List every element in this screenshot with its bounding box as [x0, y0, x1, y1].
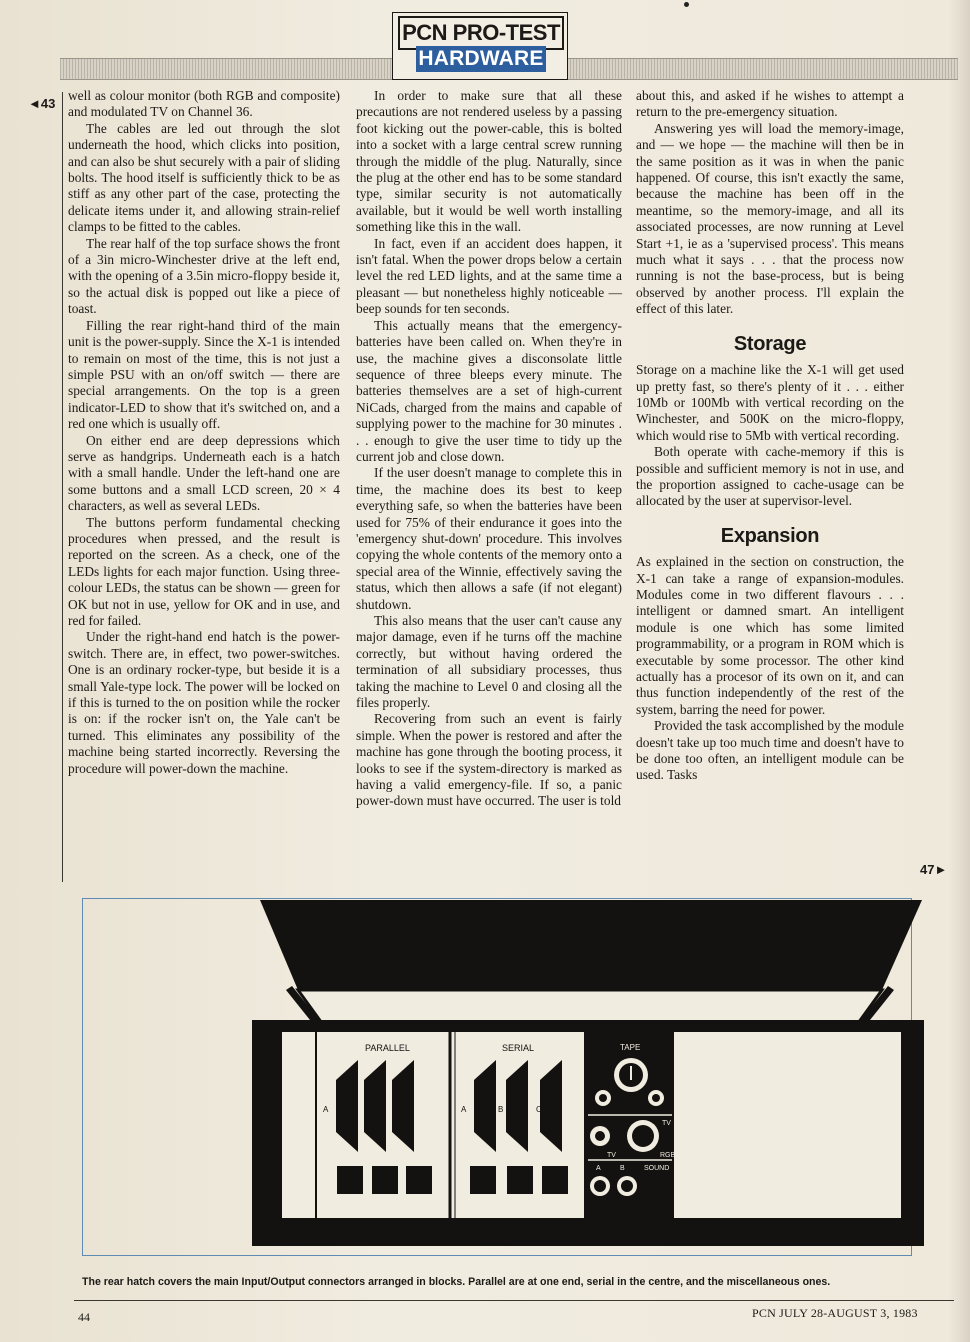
- label-tape: TAPE: [620, 1043, 641, 1052]
- label-a: A: [461, 1105, 467, 1114]
- paragraph: As explained in the section on construction, the X-1 can take a range of expansion-modules. Modules come in two different flavours . . . intelligent or damned smart. An intelligent module is one which has some limited programmability, or a program in ROM which is executable by some processor. The other kind actually has a procesor of its own on it, and can thus function independently of the rest of the system, barring the need for power.: [636, 554, 904, 717]
- figure-caption: The rear hatch covers the main Input/Output connectors arranged in blocks. Parallel are at one end, serial in the centre, and the miscellaneous ones.: [82, 1276, 831, 1288]
- serial-port-b: [507, 1166, 533, 1194]
- paragraph: Provided the task accomplished by the module doesn't take up too much time and doesn't have to be done too often, an intelligent module can be used. Tasks: [636, 718, 904, 783]
- parallel-port-a: [337, 1166, 363, 1194]
- label-b: B: [498, 1105, 504, 1114]
- label-tv: TV: [607, 1152, 616, 1159]
- paragraph: Storage on a machine like the X-1 will get used up pretty fast, so there's plenty of it . . . either 10Mb or 100Mb with vertical recording on the Winchester, and 500K on the micro-floppy, which would rise to 5Mb with vertical recording.: [636, 362, 904, 443]
- label-serial: SERIAL: [502, 1043, 535, 1053]
- tape-jack-left: [599, 1094, 607, 1102]
- label-b: B: [366, 1105, 372, 1114]
- footer-rule: [74, 1300, 954, 1301]
- page-number: 44: [78, 1310, 90, 1324]
- paragraph: On either end are deep depressions which serve as handgrips. Underneath each is a hatch with a small handle. Under the left-hand one are some buttons and a small LCD screen, 20 × 4 characters, as well as several LEDs.: [68, 432, 340, 514]
- paragraph: The rear half of the top surface shows the front of a 3in micro-Winchester drive at the left end, with the opening of a 3.5in micro-floppy beside it, so the actual disk is popped out like a piece of toast.: [68, 235, 340, 317]
- continued-to-ref: 47►: [920, 862, 948, 877]
- label-sound: SOUND: [644, 1165, 670, 1172]
- storage-heading: Storage: [733, 332, 807, 355]
- tv-socket: [595, 1131, 605, 1141]
- rgb-din-inner: [632, 1125, 654, 1147]
- label-c: C: [401, 1105, 407, 1114]
- label-rgb: RGB: [660, 1152, 676, 1159]
- parallel-port-c: [406, 1166, 432, 1194]
- paragraph: The cables are led out through the slot underneath the hood, which clicks into position, and can also be shut securely with a pair of sliding bolts. The hood itself is sufficiently thick to be as stiff as any other part of the case, protecting the delicate items under it, and allowing strain-relief clamps to be fitted to the cables.: [68, 120, 340, 235]
- expansion-heading: Expansion: [720, 524, 820, 547]
- continued-from-ref: ◄43: [28, 96, 56, 111]
- label-sound-b: B: [620, 1165, 625, 1172]
- label-c: C: [536, 1105, 542, 1114]
- label-sound-a: A: [596, 1165, 601, 1172]
- label-a: A: [323, 1105, 329, 1114]
- paragraph: In order to make sure that all these precautions are not rendered useless by a passing foot kicking out the power-cable, this is bolted into a socket with a large central screw running through the middle of the plug. Naturally, since the plug at the other end has to be some standard type, similar security is not automatically available, but it would be well worth installing something like this in the wall.: [356, 88, 622, 235]
- publication-dateline: PCN JULY 28-AUGUST 3, 1983: [752, 1306, 918, 1320]
- label-tv-2: TV: [662, 1120, 671, 1127]
- paragraph: Under the right-hand end hatch is the power-switch. There are, in effect, two power-switches. One is an ordinary rocker-type, but beside it is a small Yale-type lock. The power will be locked on if this is turned to the on position while the rocker is on: if the rocker isn't on, the Yale can't be turned. This eliminates any possibility of the machine being started incorrectly. Reversing the procedure will power-down the machine.: [68, 629, 340, 776]
- paragraph: Answering yes will load the memory-image, and — we hope — the machine will then be in the same position as it was in when the panic happened. Of course, this isn't exactly the same, because the machine has been off in the meantime, so the memory-image, and all its associated processes, are now running at Level Start +1, ie as a 'supervised process'. This means much what it says . . . that the process now running is not the base-process, but is being observed by another process. I'll explain the effect of this later.: [636, 120, 904, 317]
- paragraph: Both operate with cache-memory if this is possible and sufficient memory is not in use, and the proportion assigned to cache-usage can be allocated by the user at supervisor-level.: [636, 444, 904, 509]
- section-title: PCN PRO-TEST: [398, 16, 564, 50]
- section-subtitle: HARDWARE: [416, 46, 546, 72]
- label-parallel: PARALLEL: [365, 1043, 410, 1053]
- paragraph: This actually means that the emergency-batteries have been called on. When they're in use, the machine gives a disconsolate little sequence of three bleeps every minute. The batteries themselves are a set of high-current NiCads, charged from the mains and capable of supplying power to the machine for 30 minutes . . . enough to give the user time to tidy up the current job and close down.: [356, 317, 622, 464]
- paragraph: about this, and asked if he wishes to attempt a return to the pre-emergency situation.: [636, 88, 904, 120]
- tape-jack-right: [652, 1094, 660, 1102]
- serial-port-c: [542, 1166, 568, 1194]
- serial-port-a: [470, 1166, 496, 1194]
- sound-socket-b: [621, 1180, 633, 1192]
- paragraph: Filling the rear right-hand third of the main unit is the power-supply. Since the X-1 is intended to remain on most of the time, this is not just a simple PSU with an on/off switch — there are special arrangements. On the top is a green indicator-LED to show that it's switched on, and a red one which is usually off.: [68, 317, 340, 432]
- paragraph: If the user doesn't manage to complete this in time, the machine does its best to keep everything safe, so when the batteries have been used for 75% of their endurance it goes into the 'emergency shut-down' procedure. This involves copying the whole contents of the memory onto a special area of the Winnie, effectively saving the status, which then allows a safe (if not elegant) shutdown.: [356, 465, 622, 612]
- paragraph: well as colour monitor (both RGB and composite) and modulated TV on Channel 36.: [68, 88, 340, 120]
- paragraph: The buttons perform fundamental checking procedures when pressed, and the result is reported on the screen. As a check, one of the LEDs lights for each major function. Using three-colour LEDs, the status can be shown — green for OK but not in use, yellow for OK and in use, and red for failed.: [68, 514, 340, 628]
- paragraph: In fact, even if an accident does happen, it isn't fatal. When the power drops below a certain level the red LED lights, and at the same time a pleasant — but nonetheless highly noticeable — beep sounds for ten seconds.: [356, 235, 622, 317]
- paragraph: Recovering from such an event is fairly simple. When the power is restored and after the machine has gone through the booting process, it looks to see if the system-directory is marked as having a valid emergency-file. If so, a panic power-down must have occurred. The user is told: [356, 711, 622, 809]
- sound-socket-a: [594, 1180, 606, 1192]
- hood-top-panel: [260, 900, 922, 990]
- parallel-port-b: [372, 1166, 398, 1194]
- paragraph: This also means that the user can't cause any major damage, even if he turns off the machine correctly, but without having ordered the termination of all subsidiary processes, thus taking the machine to Level 0 and closing all the files properly.: [356, 613, 622, 711]
